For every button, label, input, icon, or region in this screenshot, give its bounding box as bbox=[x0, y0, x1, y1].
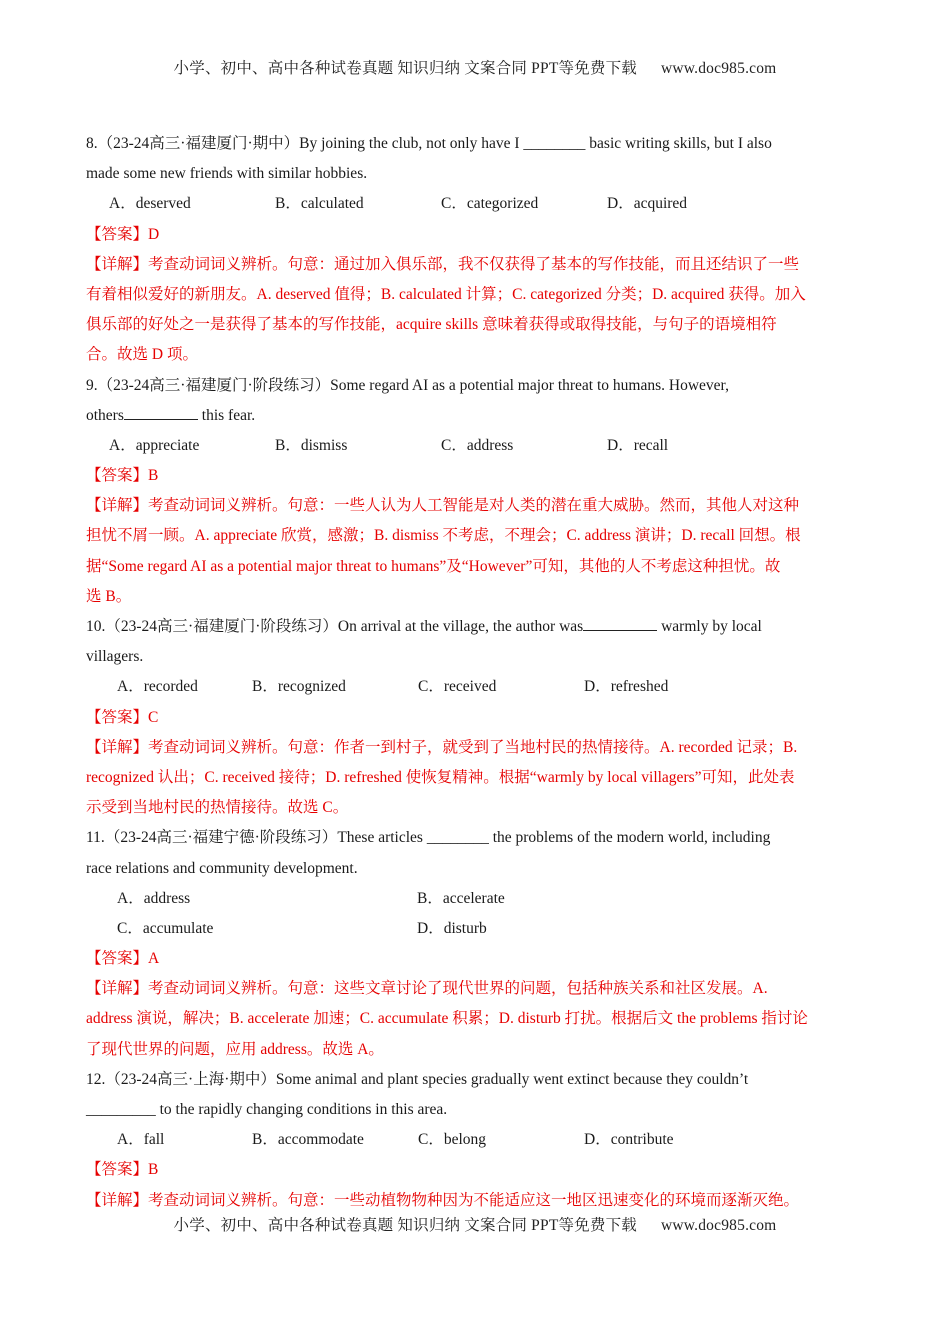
option-d: D．recall bbox=[607, 436, 669, 454]
question-source: （23-24高三·福建宁德·阶段练习） bbox=[104, 829, 338, 847]
question-stem-cont: race relations and community development. bbox=[86, 859, 358, 877]
options-row bbox=[86, 189, 866, 219]
detail-line: 俱乐部的好处之一是获得了基本的写作技能，acquire skills 意味着获得或取得技能，与句子的语境相符 bbox=[86, 316, 777, 334]
question-stem-cont: _________ to the rapidly changing conditions in this area. bbox=[86, 1101, 448, 1118]
footer-url[interactable]: www.doc985.com bbox=[660, 1217, 777, 1234]
question-number: 11. bbox=[86, 829, 105, 847]
header-url[interactable]: www.doc985.com bbox=[660, 60, 777, 77]
detail-line: 担忧不屑一顾。A. appreciate 欣赏，感激；B. dismiss 不考虑，不理会；C. address 演讲；D. recall 回想。根 bbox=[86, 527, 801, 545]
answer: 【答案】D bbox=[86, 225, 160, 243]
option-b: B．accelerate bbox=[417, 889, 505, 907]
option-c: C．accumulate bbox=[117, 919, 214, 937]
question-stem: warmly by local bbox=[657, 618, 762, 635]
question-number: 10. bbox=[86, 618, 106, 635]
answer: 【答案】B bbox=[86, 467, 159, 485]
question-stem: These articles ________ the problems of the modern world, including bbox=[337, 829, 771, 847]
question-stem-cont: others bbox=[86, 406, 124, 424]
question-source: （23-24高三·上海·期中） bbox=[105, 1070, 276, 1088]
detail-line: 【详解】考查动词词义辨析。句意：一些动植物物种因为不能适应这一地区迅速变化的环境而逐渐灭绝。 bbox=[86, 1191, 800, 1209]
question-number: 9. bbox=[86, 376, 98, 394]
question-stem: Some animal and plant species gradually went extinct because they couldn’t bbox=[275, 1070, 749, 1088]
detail-line: 有着相似爱好的新朋友。A. deserved 值得；B. calculated 计算；C. categorized 分类；D. acquired 获得。加入 bbox=[86, 285, 806, 303]
option-c: C．categorized bbox=[441, 195, 539, 213]
option-c: C．received bbox=[418, 678, 497, 696]
answer-blank bbox=[583, 616, 657, 631]
answer: 【答案】C bbox=[86, 708, 159, 726]
question-stem-cont: villagers. bbox=[86, 648, 144, 666]
question-9 bbox=[86, 371, 866, 613]
detail-line: 据“Some regard AI as a potential major threat to humans”及“However”可知，其他的人不考虑这种担忧。故 bbox=[86, 557, 781, 575]
options-row bbox=[86, 914, 866, 944]
option-b: B．recognized bbox=[252, 678, 346, 696]
question-stem: On arrival at the village, the author was bbox=[337, 618, 584, 635]
option-d: D．acquired bbox=[607, 195, 688, 213]
question-number: 8. bbox=[86, 135, 98, 152]
answer: 【答案】A bbox=[86, 950, 160, 968]
detail-line: address 演说，解决；B. accelerate 加速；C. accumulate 积累；D. disturb 打扰。根据后文 the problems 指讨论 bbox=[86, 1010, 808, 1028]
option-a: A．recorded bbox=[117, 678, 198, 696]
answer-blank bbox=[124, 405, 198, 420]
answer: 【答案】B bbox=[86, 1161, 159, 1179]
question-8 bbox=[86, 129, 866, 371]
question-stem-cont: made some new friends with similar hobbies. bbox=[86, 165, 368, 183]
question-number: 12. bbox=[86, 1070, 106, 1088]
detail-line: 了现代世界的问题，应用 address。故选 A。 bbox=[86, 1040, 384, 1058]
question-10 bbox=[86, 612, 866, 823]
detail-line: 【详解】考查动词词义辨析。句意：通过加入俱乐部，我不仅获得了基本的写作技能，而且还结识了一些 bbox=[86, 255, 800, 273]
question-source: （23-24高三·福建厦门·期中） bbox=[97, 135, 300, 152]
detail-line: 选 B。 bbox=[86, 587, 132, 605]
detail-line: 示受到当地村民的热情接待。故选 C。 bbox=[86, 799, 349, 817]
option-c: C．belong bbox=[418, 1131, 487, 1149]
option-d: D．contribute bbox=[584, 1131, 674, 1149]
question-list bbox=[86, 129, 866, 1216]
question-source: （23-24高三·福建厦门·阶段练习） bbox=[105, 618, 338, 635]
options-row bbox=[86, 884, 866, 914]
option-d: D．disturb bbox=[417, 919, 487, 937]
question-12 bbox=[86, 1065, 866, 1216]
question-stem-cont: this fear. bbox=[197, 406, 256, 424]
option-a: A．fall bbox=[117, 1131, 165, 1149]
detail-line: 【详解】考查动词词义辨析。句意：作者一到村子，就受到了当地村民的热情接待。A. recorded 记录；B. bbox=[86, 738, 798, 756]
question-stem: By joining the club, not only have I ________ basic writing skills, but I also bbox=[299, 135, 772, 152]
question-source: （23-24高三·福建厦门·阶段练习） bbox=[97, 376, 331, 394]
option-b: B．accommodate bbox=[252, 1131, 364, 1149]
page-footer bbox=[0, 1213, 950, 1235]
options-row bbox=[86, 431, 866, 461]
option-d: D．refreshed bbox=[584, 678, 669, 696]
option-c: C．address bbox=[441, 436, 514, 454]
detail-line: recognized 认出；C. received 接待；D. refreshed 使恢复精神。根据“warmly by local villagers”可知，此处表 bbox=[86, 768, 795, 786]
footer-text: 小学、初中、高中各种试卷真题 知识归纳 文案合同 PPT等免费下载 bbox=[173, 1217, 637, 1234]
option-a: A．deserved bbox=[109, 195, 191, 213]
option-b: B．calculated bbox=[275, 195, 364, 213]
detail-line: 【详解】考查动词词义辨析。句意：一些人认为人工智能是对人类的潜在重大威胁。然而，其他人对这种 bbox=[86, 497, 800, 515]
page-header bbox=[0, 56, 950, 78]
options-row bbox=[86, 1125, 866, 1155]
question-stem: Some regard AI as a potential major threat to humans. However, bbox=[330, 376, 729, 394]
option-a: A．appreciate bbox=[109, 436, 200, 454]
detail-line: 【详解】考查动词词义辨析。句意：这些文章讨论了现代世界的问题，包括种族关系和社区发展。A. bbox=[86, 980, 768, 998]
question-11 bbox=[86, 823, 866, 1065]
option-b: B．dismiss bbox=[275, 436, 348, 454]
detail-line: 合。故选 D 项。 bbox=[86, 346, 198, 364]
option-a: A．address bbox=[117, 889, 191, 907]
header-text: 小学、初中、高中各种试卷真题 知识归纳 文案合同 PPT等免费下载 bbox=[173, 60, 637, 77]
options-row bbox=[86, 672, 866, 702]
